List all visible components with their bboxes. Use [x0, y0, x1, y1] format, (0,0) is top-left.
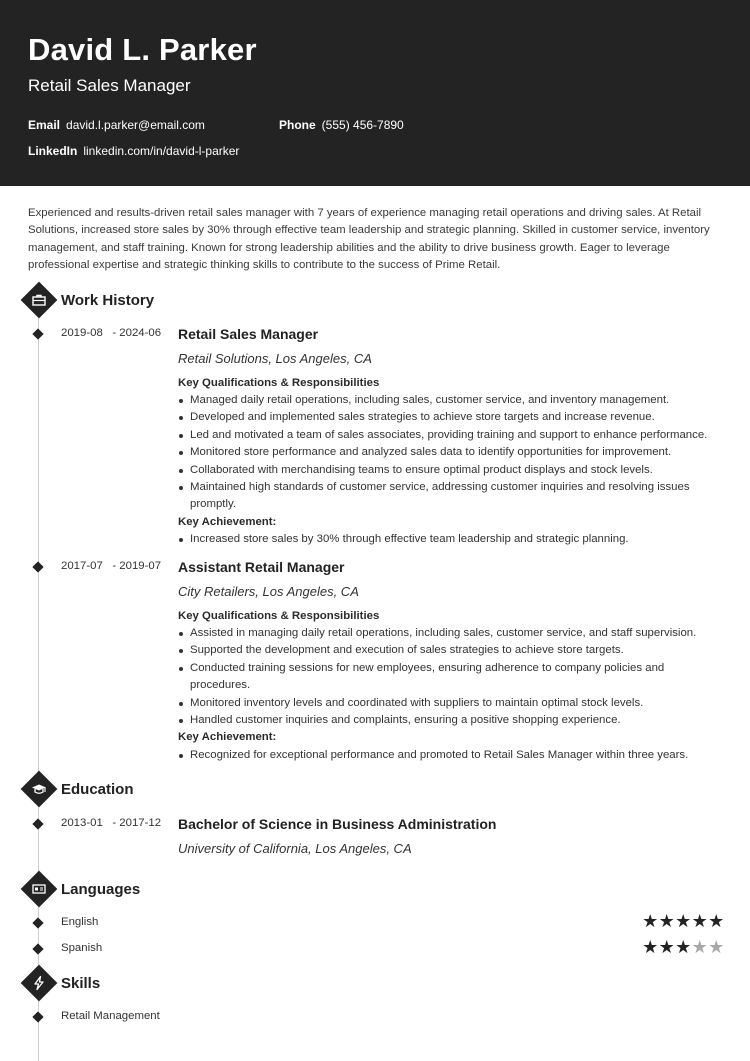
- job-role: Assistant Retail Manager: [178, 559, 345, 575]
- job-start-date: 2019-08: [61, 327, 103, 339]
- phone-label: Phone: [279, 118, 316, 132]
- qualifications-label: Key Qualifications & Responsibilities: [178, 377, 380, 389]
- list-item: Monitored inventory levels and coordinated with suppliers to maintain optimal stock levels.: [178, 695, 722, 712]
- star-filled-icon: ★: [708, 911, 725, 931]
- lightning-bolt-icon: [21, 965, 58, 1002]
- list-item: Increased store sales by 30% through effective team leadership and strategic planning.: [178, 531, 722, 548]
- timeline-marker: [32, 917, 43, 928]
- timeline-marker: [32, 818, 43, 829]
- linkedin-value[interactable]: linkedin.com/in/david-l-parker: [83, 144, 240, 158]
- contact-email: [28, 118, 205, 132]
- contact-linkedin: [28, 144, 239, 158]
- skill-item: Retail Management: [61, 1010, 160, 1022]
- timeline-marker: [32, 943, 43, 954]
- job-company: City Retailers, Los Angeles, CA: [178, 584, 359, 599]
- contact-phone: [279, 118, 404, 132]
- list-item: Developed and implemented sales strategies to achieve store targets and increase revenue.: [178, 409, 722, 426]
- education-dates: [61, 817, 161, 829]
- star-filled-icon: ★: [642, 937, 659, 957]
- job-end-date: - 2019-07: [112, 560, 162, 572]
- graduation-cap-icon: [21, 771, 58, 808]
- email-value[interactable]: david.l.parker@email.com: [66, 118, 205, 132]
- star-empty-icon: ★: [708, 937, 725, 957]
- language-rating: [642, 938, 725, 956]
- star-filled-icon: ★: [675, 911, 692, 931]
- education-degree: Bachelor of Science in Business Administration: [178, 816, 497, 832]
- education-start-date: 2013-01: [61, 817, 103, 829]
- list-item: Assisted in managing daily retail operations, including sales, customer service, and staff supervision.: [178, 625, 722, 642]
- section-title-work-history: Work History: [61, 292, 155, 309]
- list-item: Led and motivated a team of sales associates, providing training and support to enhance performance.: [178, 427, 722, 444]
- education-end-date: - 2017-12: [112, 817, 162, 829]
- qualifications-label: Key Qualifications & Responsibilities: [178, 610, 380, 622]
- star-filled-icon: ★: [675, 937, 692, 957]
- duties-list: [178, 625, 722, 729]
- list-item: Conducted training sessions for new employees, ensuring adherence to company policies and procedures.: [178, 660, 722, 695]
- job-dates: [61, 560, 161, 572]
- language-card-icon: [21, 871, 58, 908]
- job-role: Retail Sales Manager: [178, 326, 319, 342]
- duties-list: [178, 392, 722, 514]
- email-label: Email: [28, 118, 61, 132]
- language-name: Spanish: [61, 942, 103, 954]
- achievement-label: Key Achievement:: [178, 516, 277, 528]
- list-item: Recognized for exceptional performance and promoted to Retail Sales Manager within three years.: [178, 747, 722, 764]
- timeline-marker: [32, 1011, 43, 1022]
- achievements-list: [178, 531, 722, 548]
- resume-header: [0, 0, 750, 186]
- job-company: Retail Solutions, Los Angeles, CA: [178, 351, 372, 366]
- candidate-title: Retail Sales Manager: [28, 76, 191, 95]
- education-school: University of California, Los Angeles, CA: [178, 841, 412, 856]
- candidate-name: David L. Parker: [28, 32, 257, 67]
- star-empty-icon: ★: [691, 937, 708, 957]
- list-item: Supported the development and execution of sales strategies to achieve store targets.: [178, 642, 722, 659]
- star-filled-icon: ★: [642, 911, 659, 931]
- achievements-list: [178, 747, 722, 764]
- list-item: Maintained high standards of customer service, addressing customer inquiries and resolving issues promptly.: [178, 479, 722, 514]
- profile-summary: Experienced and results-driven retail sales manager with 7 years of experience managing retail operations and driving sales. At Retail Solutions, increased store sales by 30% through effective team leadership and strategic planning. Skilled in customer service, inventory management, and staff training. Known for strong leadership abilities and the ability to drive business growth. Eager to leverage professional expertise and strategic thinking skills to contribute to the success of Prime Retail.: [28, 207, 710, 272]
- briefcase-icon: [21, 282, 58, 319]
- star-filled-icon: ★: [658, 911, 675, 931]
- section-title-languages: Languages: [61, 881, 141, 898]
- achievement-label: Key Achievement:: [178, 731, 277, 743]
- job-start-date: 2017-07: [61, 560, 103, 572]
- language-name: English: [61, 916, 99, 928]
- star-filled-icon: ★: [658, 937, 675, 957]
- list-item: Monitored store performance and analyzed sales data to identify opportunities for improvement.: [178, 444, 722, 461]
- section-title-education: Education: [61, 781, 134, 798]
- list-item: Handled customer inquiries and complaints, ensuring a positive shopping experience.: [178, 712, 722, 729]
- timeline-marker: [32, 561, 43, 572]
- section-title-skills: Skills: [61, 975, 101, 992]
- linkedin-label: LinkedIn: [28, 144, 78, 158]
- list-item: Collaborated with merchandising teams to ensure optimal product displays and stock levels.: [178, 462, 722, 479]
- timeline-marker: [32, 328, 43, 339]
- list-item: Managed daily retail operations, including sales, customer service, and inventory management.: [178, 392, 722, 409]
- job-end-date: - 2024-06: [112, 327, 162, 339]
- job-dates: [61, 327, 161, 339]
- phone-value[interactable]: (555) 456-7890: [321, 118, 404, 132]
- star-filled-icon: ★: [691, 911, 708, 931]
- language-rating: [642, 912, 725, 930]
